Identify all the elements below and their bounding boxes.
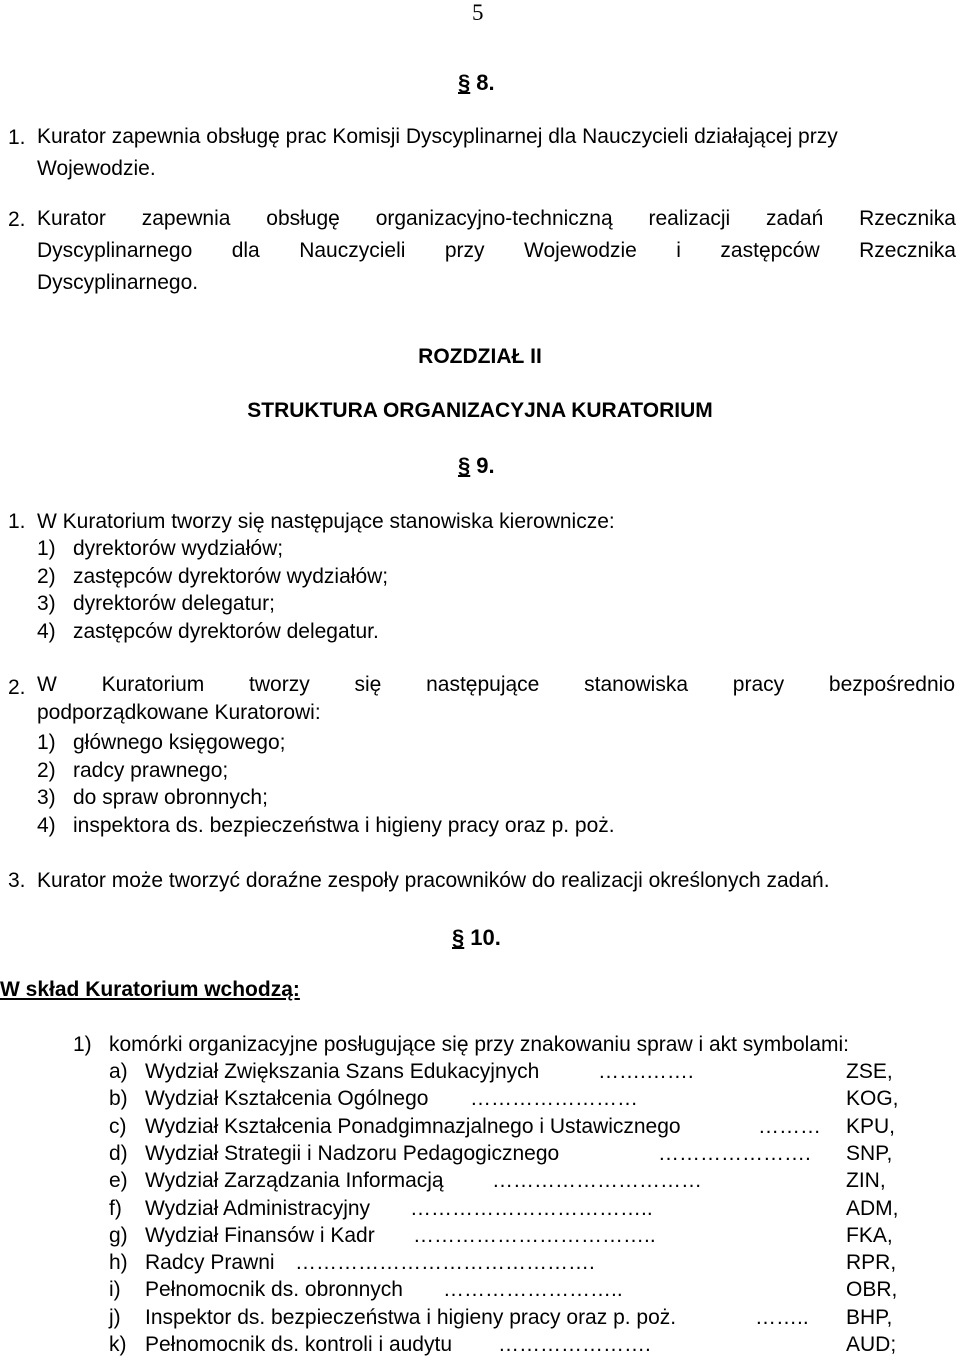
unit-letter: e) [109, 1169, 128, 1193]
paragraph-line: Kurator zapewnia obsługę prac Komisji Dyscyplinarnej dla Nauczycieli działającej przy [37, 125, 838, 148]
unit-letter: i) [109, 1278, 121, 1302]
unit-leader-dots: …………………. [658, 1141, 811, 1165]
paragraph-8-1 [37, 121, 956, 185]
section-9-heading [458, 453, 495, 479]
unit-row [0, 1333, 960, 1361]
section-symbol: § [458, 453, 471, 478]
unit-row [0, 1115, 960, 1143]
unit-symbol-code: SNP, [846, 1141, 893, 1165]
unit-row [0, 1278, 960, 1306]
unit-leader-dots: …………………………….. [413, 1223, 656, 1247]
unit-row [0, 1142, 960, 1170]
unit-row [0, 1060, 960, 1088]
unit-letter: b) [109, 1087, 128, 1111]
unit-name: Wydział Finansów i Kadr [145, 1223, 375, 1247]
subitem-number: 2) [37, 565, 56, 588]
section-8-heading [458, 70, 495, 96]
section-symbol: § [452, 925, 465, 950]
subitem-number: 1) [37, 731, 56, 754]
unit-leader-dots: …………………….. [443, 1278, 623, 1302]
unit-name: Wydział Kształcenia Ponadgimnazjalnego i Ustawicznego [145, 1114, 681, 1138]
page-number: 5 [472, 0, 484, 25]
unit-letter: d) [109, 1141, 128, 1165]
unit-symbol-code: ZSE, [846, 1060, 893, 1083]
unit-symbol-code: OBR, [846, 1278, 898, 1302]
unit-leader-dots: ………………………… [492, 1169, 702, 1193]
list-number: 3. [8, 869, 26, 892]
unit-row [0, 1224, 960, 1252]
paragraph-9-1: W Kuratorium tworzy się następujące stanowiska kierownicze: [37, 510, 615, 533]
unit-leader-dots: …………………………….. [410, 1196, 653, 1220]
section-symbol: § [458, 70, 471, 95]
unit-leader-dots: …….……. [598, 1060, 694, 1083]
composition-heading: W skład Kuratorium wchodzą: [0, 978, 300, 1001]
unit-letter: a) [109, 1060, 128, 1083]
paragraph-line: podporządkowane Kuratorowi: [37, 701, 321, 724]
section-number: 10. [470, 925, 501, 950]
unit-symbol-code: AUD; [846, 1333, 897, 1356]
list-number: 1. [8, 510, 26, 533]
unit-leader-dots: ……… [758, 1114, 821, 1138]
unit-row [0, 1169, 960, 1197]
unit-symbol-code: ADM, [846, 1196, 899, 1220]
chapter-subtitle: STRUKTURA ORGANIZACYJNA KURATORIUM [247, 399, 713, 422]
unit-letter: j) [109, 1305, 121, 1329]
unit-symbol-code: KOG, [846, 1087, 899, 1111]
unit-symbol-code: ZIN, [846, 1169, 886, 1193]
section-10-heading [452, 925, 501, 951]
paragraph-9-2 [37, 671, 955, 727]
unit-letter: g) [109, 1223, 128, 1247]
subitem-text: do spraw obronnych; [73, 786, 268, 809]
paragraph-line: Dyscyplinarnego dla Nauczycieli przy Wojewodzie i zastępców Rzecznika [37, 239, 956, 262]
unit-name: Wydział Zwiększania Szans Edukacyjnych [145, 1060, 540, 1083]
unit-symbol-code: FKA, [846, 1223, 893, 1247]
unit-leader-dots: …………………… [470, 1087, 638, 1111]
unit-leader-dots: ……………………………………. [295, 1251, 595, 1275]
paragraph-8-2 [37, 203, 956, 299]
list-number: 1. [8, 126, 26, 149]
unit-leader-dots: …………………. [498, 1333, 651, 1356]
list-number: 2. [8, 208, 26, 231]
unit-name: Wydział Administracyjny [145, 1196, 371, 1220]
unit-leader-dots: …….. [755, 1305, 809, 1329]
chapter-title: ROZDZIAŁ II [418, 345, 542, 368]
unit-symbol-code: RPR, [846, 1251, 897, 1275]
list-number: 1) [73, 1033, 92, 1056]
unit-letter: f) [109, 1196, 122, 1220]
paragraph-line: Wojewodzie. [37, 157, 156, 180]
subitem-text: radcy prawnego; [73, 759, 229, 782]
unit-name: Pełnomocnik ds. kontroli i audytu [145, 1333, 452, 1356]
subitem-number: 4) [37, 814, 56, 837]
unit-name: Pełnomocnik ds. obronnych [145, 1278, 403, 1302]
unit-letter: h) [109, 1251, 128, 1275]
subitem-number: 3) [37, 592, 56, 615]
subitem-number: 2) [37, 759, 56, 782]
subitem-text: inspektora ds. bezpieczeństwa i higieny pracy oraz p. poż. [73, 814, 615, 837]
paragraph-line: W Kuratorium tworzy się następujące stanowiska pracy bezpośrednio [37, 673, 955, 696]
section-number: 9. [476, 453, 495, 478]
unit-symbol-code: BHP, [846, 1305, 893, 1329]
unit-row [0, 1197, 960, 1225]
subitem-number: 1) [37, 537, 56, 560]
unit-name: Wydział Zarządzania Informacją [145, 1169, 444, 1193]
subitem-number: 3) [37, 786, 56, 809]
unit-row [0, 1251, 960, 1279]
paragraph-line: Dyscyplinarnego. [37, 271, 199, 294]
subitem-text: dyrektorów delegatur; [73, 592, 275, 615]
unit-name: Inspektor ds. bezpieczeństwa i higieny pracy oraz p. poż. [145, 1305, 677, 1329]
subitem-number: 4) [37, 620, 56, 643]
unit-row [0, 1306, 960, 1334]
composition-item-text: komórki organizacyjne posługujące się przy znakowaniu spraw i akt symbolami: [109, 1033, 849, 1056]
section-number: 8. [476, 70, 495, 95]
paragraph-line: Kurator zapewnia obsługę organizacyjno-techniczną realizacji zadań Rzecznika [37, 207, 956, 230]
unit-symbol-code: KPU, [846, 1114, 896, 1138]
unit-row [0, 1087, 960, 1115]
subitem-text: zastępców dyrektorów wydziałów; [73, 565, 389, 588]
subitem-text: dyrektorów wydziałów; [73, 537, 284, 560]
subitem-text: głównego księgowego; [73, 731, 286, 754]
unit-letter: k) [109, 1333, 127, 1356]
unit-name: Wydział Strategii i Nadzoru Pedagogicznego [145, 1141, 560, 1165]
list-number: 2. [8, 676, 26, 699]
subitem-text: zastępców dyrektorów delegatur. [73, 620, 379, 643]
paragraph-9-3: Kurator może tworzyć doraźne zespoły pracowników do realizacji określonych zadań. [37, 869, 830, 892]
unit-name: Radcy Prawni [145, 1251, 275, 1275]
unit-letter: c) [109, 1114, 127, 1138]
unit-name: Wydział Kształcenia Ogólnego [145, 1087, 429, 1111]
